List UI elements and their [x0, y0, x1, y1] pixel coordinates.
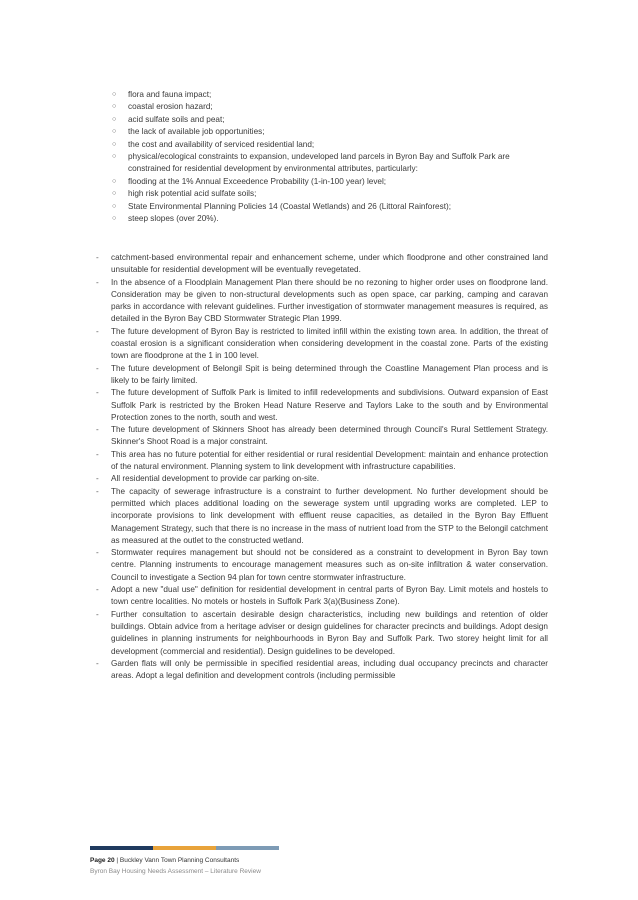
- main-bullet-item: - All residential development to provide car parking on-site.: [96, 473, 548, 485]
- sub-bullet-item: ○ flora and fauna impact;: [112, 89, 552, 101]
- hollow-bullet-icon: ○: [112, 128, 117, 136]
- main-bullet-item: - The future development of Skinners Shoot has already been determined through Council's Rural Settlement Strategy. Skinner's Shoot Road is a major constraint.: [96, 425, 548, 447]
- hollow-bullet-icon: ○: [112, 153, 117, 161]
- dash-bullet-icon: -: [96, 585, 99, 595]
- dash-bullet-icon: -: [96, 548, 99, 558]
- main-bullet-item: - In the absence of a Floodplain Management Plan there should be no rezoning to higher order uses on floodprone land. Consideration may be given to non-structural developments such as open space, car parking, camping and caravan parks in accordance with relevant guidelines. Further investigation of stormwater management measures is required, as detailed in the Byron Bay CBD Stormwater Strategic Plan 1999.: [96, 277, 548, 324]
- hollow-bullet-icon: ○: [112, 103, 117, 111]
- main-bullet-item: - This area has no future potential for either residential or rural residential Development: maintain and enhance protection of the natural environment. Planning system to link development with infrastructure capabilities.: [96, 449, 548, 472]
- footer-color-bar: [90, 846, 279, 850]
- footer-line: [90, 856, 239, 865]
- sub-bullet-item: ○ coastal erosion hazard;: [112, 101, 552, 113]
- dash-bullet-icon: -: [96, 658, 99, 668]
- hollow-bullet-icon: ○: [112, 190, 117, 198]
- consultant-name: Buckley Vann Town Planning Consultants: [119, 857, 240, 864]
- dash-bullet-icon: -: [96, 449, 99, 459]
- dash-bullet-icon: -: [96, 363, 99, 373]
- main-bullet-item: - Garden flats will only be permissible in specified residential areas, including dual occupancy precincts and character areas. Adopt a legal definition and development controls (including permissible: [96, 658, 548, 681]
- dash-bullet-icon: -: [96, 425, 99, 435]
- main-bullet-item: - Adopt a new "dual use" definition for residential development in central parts of Byron Bay. Limit motels and hostels to town centre localities. No motels or hostels in Suffolk Park 3(a)(Business Zone).: [96, 585, 548, 607]
- dash-bullet-icon: -: [96, 388, 99, 398]
- footer-bar-segment: [90, 846, 153, 850]
- hollow-bullet-icon: ○: [112, 140, 117, 148]
- dash-bullet-icon: -: [96, 277, 99, 287]
- dash-bullet-icon: -: [96, 609, 99, 619]
- hollow-bullet-icon: ○: [112, 115, 117, 123]
- main-bullet-item: - The future development of Belongil Spit is being determined through the Coastline Management Plan process and is likely to be fairly limited.: [96, 363, 548, 385]
- sub-bullet-item: ○ State Environmental Planning Policies 14 (Coastal Wetlands) and 26 (Littoral Rainforest);: [112, 201, 552, 213]
- hollow-bullet-icon: ○: [112, 202, 117, 210]
- main-bullet-item: - The future development of Suffolk Park is limited to infill redevelopments and subdivisions. Outward expansion of East Suffolk Park is restricted by the Broken Head Nature Reserve and Taylors Lake to the south and by Environmental Protection zones to the north, south and west.: [96, 388, 548, 422]
- sub-bullet-item: ○ high risk potential acid sulfate soils;: [112, 188, 552, 200]
- main-bullet-item: - The capacity of sewerage infrastructure is a constraint to further development. No further development should be permitted which places additional loading on the sewerage system until upgrading works are completed. LEP to incorporate provisions to link development with effluent reuse capacities, as detailed in the Byron Bay Effluent Management Strategy, such that there is no increase in the mass of nutrient load from the STP to the Belongil catchment as measured at the outlet to the constructed wetland.: [96, 486, 548, 545]
- dash-bullet-icon: -: [96, 326, 99, 336]
- sub-bullet-item: ○ physical/ecological constraints to expansion, undeveloped land parcels in Byron Bay and Suffolk Park are constrained for residential development by environmental attributes, particularly:: [112, 152, 510, 174]
- sub-bullet-list: [112, 89, 552, 225]
- hollow-bullet-icon: ○: [112, 91, 117, 98]
- page-number: Page 20: [90, 857, 115, 864]
- hollow-bullet-icon: ○: [112, 177, 117, 185]
- main-bullet-item: - catchment-based environmental repair and enhancement scheme, under which floodprone and other constrained land unsuitable for residential development will be eventually revegetated.: [96, 253, 548, 275]
- hollow-bullet-icon: ○: [112, 215, 117, 223]
- sub-bullet-item: ○ flooding at the 1% Annual Exceedence Probability (1-in-100 year) level;: [112, 176, 552, 188]
- footer-bar-segment: [216, 846, 279, 850]
- document-subtitle: Byron Bay Housing Needs Assessment – Literature Review: [90, 868, 261, 875]
- main-bullet-item: - The future development of Byron Bay is restricted to limited infill within the existing town area. In addition, the threat of coastal erosion is a significant consideration when considering development in the coastal zone. Parts of the existing town are floodprone at the 1 in 100 level.: [96, 326, 548, 361]
- footer-separator: |: [114, 857, 120, 864]
- dash-bullet-icon: -: [96, 253, 99, 262]
- dash-bullet-icon: -: [96, 474, 99, 484]
- sub-bullet-item: ○ the lack of available job opportunities;: [112, 126, 552, 138]
- sub-bullet-item: ○ acid sulfate soils and peat;: [112, 114, 552, 126]
- sub-bullet-item: ○ the cost and availability of serviced residential land;: [112, 139, 552, 151]
- main-bullet-item: - Stormwater requires management but should not be considered as a constraint to development in Byron Bay town centre. Planning instruments to encourage management measures such as on-site infiltration & water conservation. Council to investigate a Section 94 plan for town centre stormwater infrastructure.: [96, 548, 548, 582]
- sub-bullet-item: ○ steep slopes (over 20%).: [112, 213, 552, 225]
- main-bullet-item: - Further consultation to ascertain desirable design characteristics, including new buildings and retention of older buildings. Obtain advice from a heritage adviser or design guidelines for character precincts and buildings. Adopt design guidelines in planning instruments for neighbourhoods in Byron Bay and Suffolk Park. Two storey height limit for all development (commercial and residential). Design guidelines to be developed.: [96, 609, 548, 656]
- dash-bullet-icon: -: [96, 486, 99, 496]
- footer-bar-segment: [153, 846, 216, 850]
- main-bullet-list: [96, 252, 548, 682]
